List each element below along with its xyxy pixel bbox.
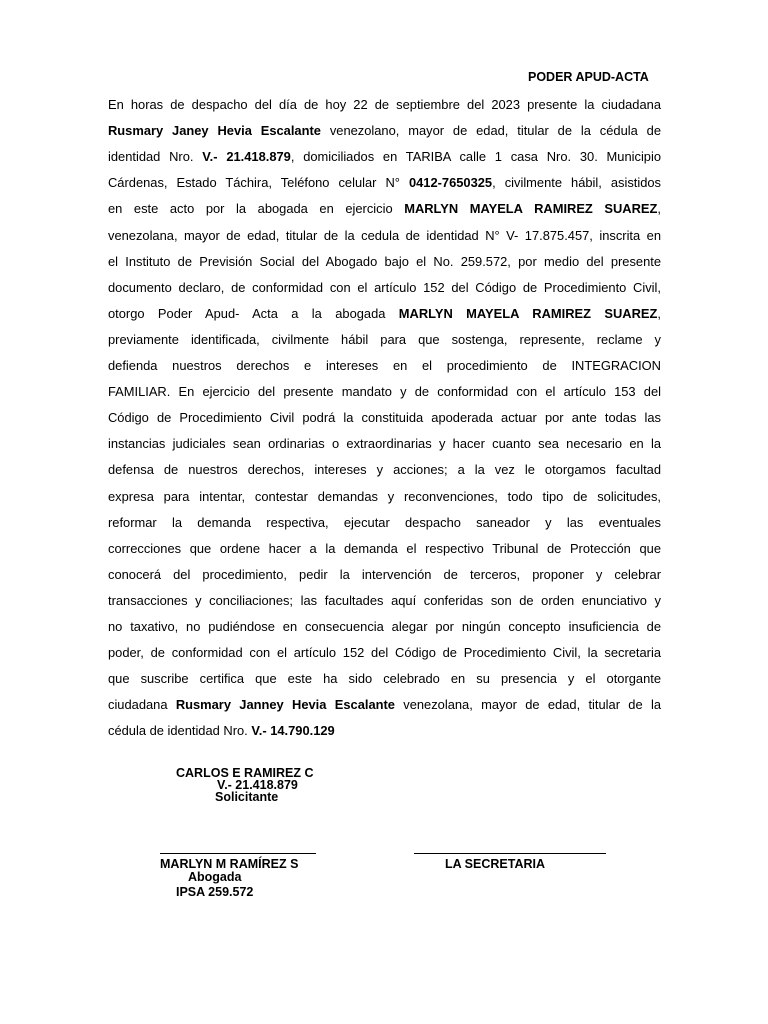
- body-line: [108, 541, 661, 557]
- body-line: [108, 149, 661, 165]
- solicitante-name: CARLOS E RAMIREZ C: [176, 766, 314, 780]
- body-line: [108, 619, 661, 635]
- body-text: que suscribe certifica que este ha sido celebrado en su presencia y el otorgante: [108, 671, 661, 686]
- body-line: [108, 228, 661, 244]
- body-text: poder, de conformidad con el artículo 152 del Código de Procedimiento Civil, la secretaria: [108, 645, 661, 660]
- body-text: documento declaro, de conformidad con el artículo 152 del Código de Procedimiento Civil,: [108, 280, 661, 295]
- body-text: reformar la demanda respectiva, ejecutar despacho saneador y las eventuales: [108, 515, 661, 530]
- body-text: el Instituto de Previsión Social del Abogado bajo el No. 259.572, por medio del presente: [108, 254, 661, 269]
- abogada-ipsa: IPSA 259.572: [176, 885, 254, 899]
- body-text: instancias judiciales sean ordinarias o extraordinarias y hacer cuanto sea necesario en la: [108, 436, 661, 451]
- bold-text: MARLYN MAYELA RAMIREZ SUAREZ: [404, 201, 658, 216]
- body-text: ,: [657, 306, 661, 321]
- body-text: defensa de nuestros derechos, intereses y acciones; a la vez le otorgamos facultad: [108, 462, 661, 477]
- body-text: transacciones y conciliaciones; las facultades aquí conferidas son de orden enunciativo y: [108, 593, 661, 608]
- body-line: [108, 697, 661, 713]
- abogada-name: MARLYN M RAMÍREZ S: [160, 857, 299, 871]
- body-text: en este acto por la abogada en ejercicio: [108, 201, 405, 216]
- body-line: [108, 175, 661, 191]
- body-text: ciudadana: [108, 697, 176, 712]
- body-text: En horas de despacho del día de hoy 22 de septiembre del 2023 presente la ciudadana: [108, 97, 661, 112]
- secretaria-signature-line: [414, 853, 606, 854]
- body-line: [108, 593, 661, 609]
- abogada-signature-line: [160, 853, 316, 854]
- body-text: , civilmente hábil, asistidos: [492, 175, 661, 190]
- body-line: [108, 462, 661, 478]
- body-line: [108, 410, 661, 426]
- body-line: [108, 280, 661, 296]
- body-text: otorgo Poder Apud- Acta a la abogada: [108, 306, 399, 321]
- body-text: , domiciliados en TARIBA calle 1 casa Nro. 30. Municipio: [290, 149, 661, 164]
- body-line: [108, 645, 661, 661]
- body-text: FAMILIAR. En ejercicio del presente mandato y de conformidad con el artículo 153 del: [108, 384, 661, 399]
- body-text: defienda nuestros derechos e intereses en el procedimiento de INTEGRACION: [108, 358, 661, 373]
- bold-text: V.- 14.790.129: [251, 723, 335, 738]
- body-line: [108, 254, 661, 270]
- body-line: [108, 332, 661, 348]
- body-text: venezolano, mayor de edad, titular de la cédula de: [320, 123, 661, 138]
- body-line: [108, 358, 661, 374]
- body-text: identidad Nro.: [108, 149, 203, 164]
- body-line: [108, 306, 661, 322]
- body-line: [108, 515, 661, 531]
- body-line: [108, 97, 661, 113]
- bold-text: Rusmary Janey Hevia Escalante: [108, 123, 321, 138]
- document-title: PODER APUD-ACTA: [528, 70, 649, 84]
- body-line: [108, 123, 661, 139]
- body-text: venezolana, mayor de edad, titular de la cedula de identidad N° V- 17.875.457, inscrita en: [108, 228, 661, 243]
- bold-text: Rusmary Janney Hevia Escalante: [175, 697, 395, 712]
- body-line: [108, 723, 661, 739]
- bold-text: MARLYN MAYELA RAMIREZ SUAREZ: [398, 306, 658, 321]
- body-line: [108, 436, 661, 452]
- body-text: conocerá del procedimiento, pedir la intervención de terceros, proponer y celebrar: [108, 567, 661, 582]
- bold-text: V.- 21.418.879: [202, 149, 291, 164]
- body-text: ,: [657, 201, 661, 216]
- body-text: correcciones que ordene hacer a la demanda el respectivo Tribunal de Protección que: [108, 541, 661, 556]
- abogada-role: Abogada: [188, 870, 242, 884]
- body-line: [108, 201, 661, 217]
- body-line: [108, 567, 661, 583]
- bold-text: 0412-7650325: [408, 175, 493, 190]
- solicitante-id: V.- 21.418.879: [217, 778, 298, 792]
- body-text: expresa para intentar, contestar demandas y reconvenciones, todo tipo de solicitudes,: [108, 489, 661, 504]
- secretaria-label: LA SECRETARIA: [445, 857, 545, 871]
- body-text: cédula de identidad Nro.: [108, 723, 252, 738]
- body-text: venezolana, mayor de edad, titular de la: [394, 697, 661, 712]
- body-text: no taxativo, no pudiéndose en consecuencia alegar por ningún concepto insuficiencia de: [108, 619, 661, 634]
- body-text: previamente identificada, civilmente hábil para que sostenga, represente, reclame y: [108, 332, 661, 347]
- body-line: [108, 671, 661, 687]
- body-line: [108, 489, 661, 505]
- body-text: Código de Procedimiento Civil podrá la constituida apoderada actuar por ante todas las: [108, 410, 661, 425]
- solicitante-role: Solicitante: [215, 790, 279, 804]
- body-text: Cárdenas, Estado Táchira, Teléfono celular N°: [108, 175, 409, 190]
- body-line: [108, 384, 661, 400]
